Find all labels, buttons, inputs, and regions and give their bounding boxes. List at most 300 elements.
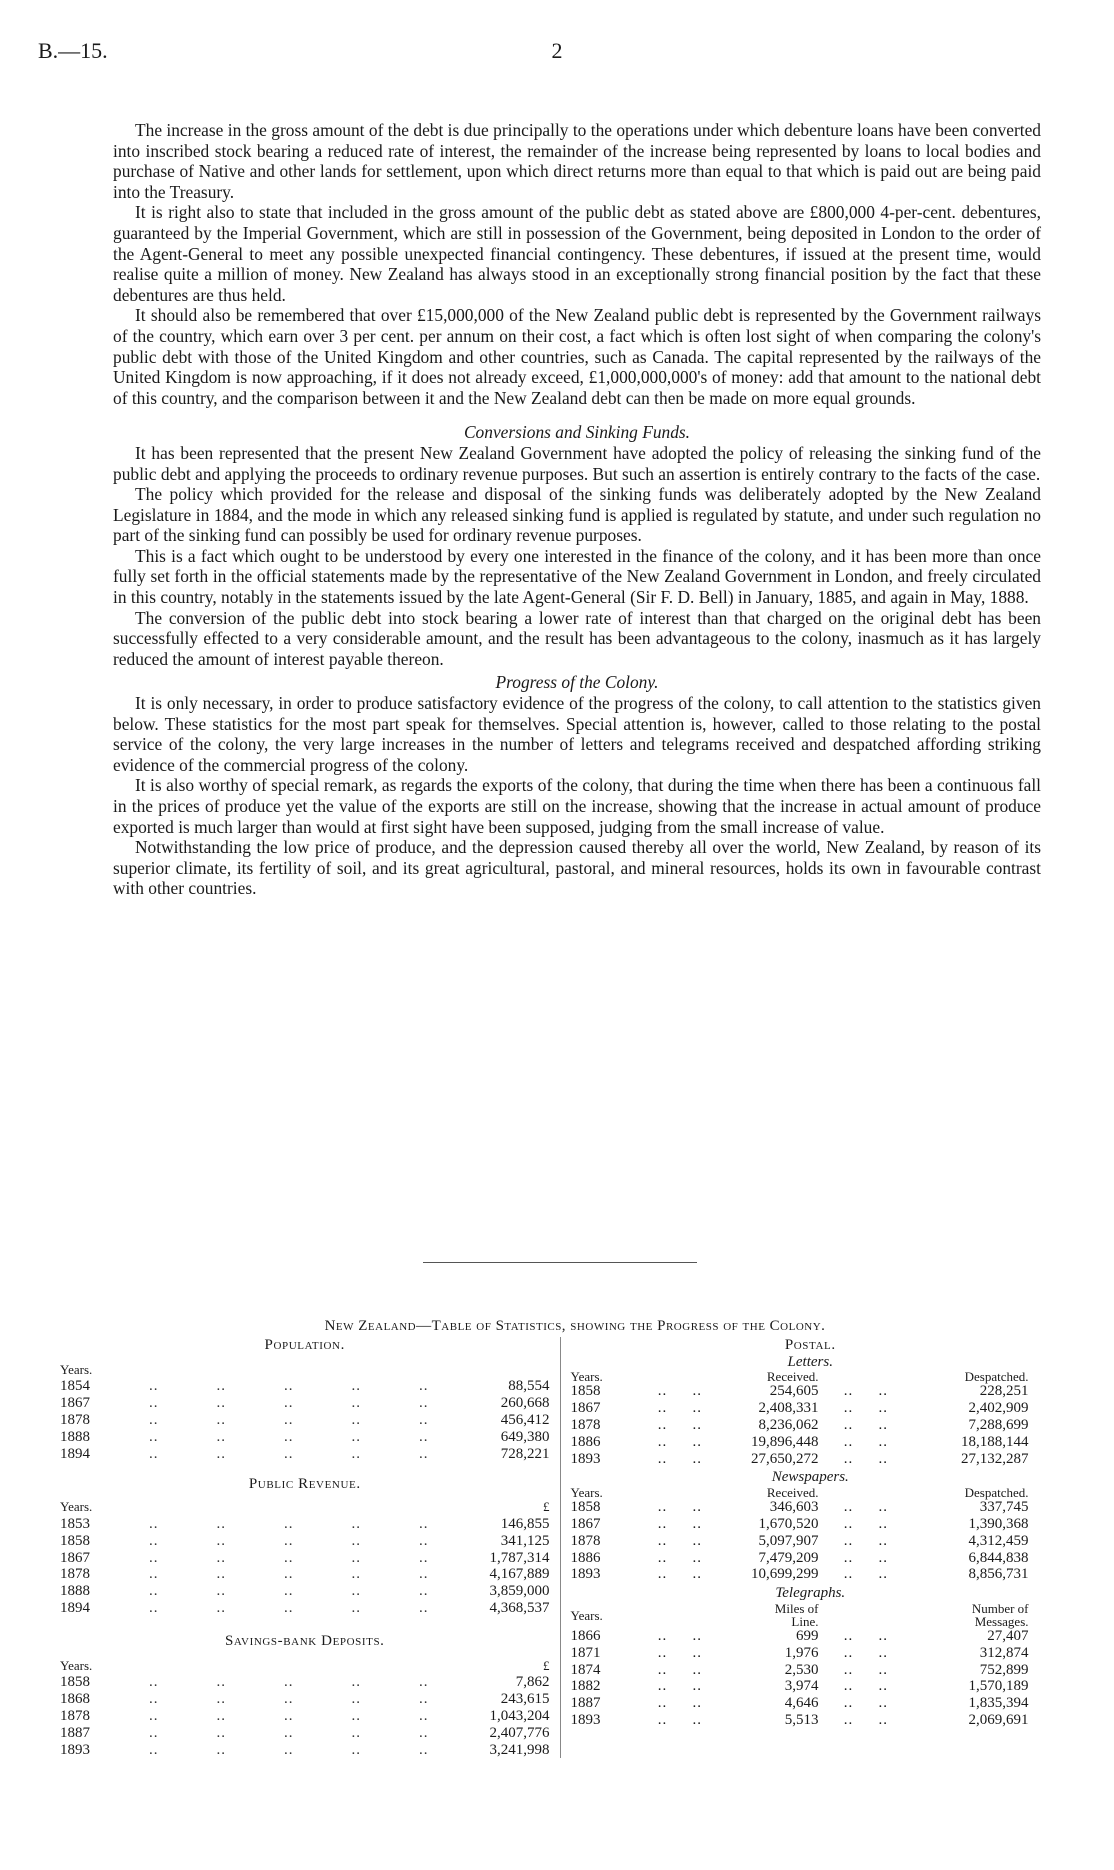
leader-dot: .. [284, 1428, 294, 1445]
newspapers-despatched-label: Despatched. [964, 1485, 1029, 1501]
row-value: 456,412 [500, 1411, 550, 1428]
leader-dot: .. [843, 1695, 854, 1712]
leader-dot: .. [419, 1378, 429, 1395]
leader-dot: .. [351, 1515, 361, 1532]
telegraphs-miles-label-line1: Miles of [774, 1600, 819, 1616]
leader-dots [120, 1674, 458, 1691]
row-value-received: 5,097,907 [758, 1532, 819, 1549]
leader-dots [120, 1691, 458, 1708]
leader-dot: .. [692, 1383, 702, 1400]
leader-dot: .. [657, 1549, 668, 1566]
row-year: 1871 [570, 1644, 601, 1661]
leader-dots [120, 1412, 458, 1429]
table-row [571, 1628, 1051, 1645]
leader-dot: .. [284, 1532, 294, 1549]
row-value-messages: 312,874 [979, 1644, 1029, 1661]
telegraphs-messages-label-line1: Number of [971, 1600, 1029, 1616]
leader-dot: .. [692, 1627, 702, 1644]
leader-dot: .. [216, 1515, 226, 1532]
paragraph: It is only necessary, in order to produce satisfactory evidence of the progress of the colony, to call attention to the statistics given below. These statistics for the most part speak for themselves. Special attention is, however, called to those relating to the postal service of the colony, the very large increases in the number of letters and telegrams received and despatched affording striking evidence of the commercial progress of the colony. [113, 693, 1041, 775]
row-value: 260,668 [500, 1395, 550, 1412]
row-year: 1858 [60, 1674, 90, 1691]
leader-dot: .. [216, 1411, 226, 1428]
row-year: 1858 [570, 1499, 601, 1516]
leader-dot: .. [878, 1383, 888, 1400]
leader-dot: .. [419, 1674, 429, 1691]
leader-dot: .. [149, 1395, 159, 1412]
statistics-table [60, 1318, 1050, 1758]
leader-dot: .. [878, 1499, 888, 1516]
leader-dot: .. [284, 1691, 294, 1708]
public-revenue-unit: £ [543, 1499, 550, 1515]
row-value-messages: 27,407 [987, 1627, 1029, 1644]
telegraphs-years-label: Years. [570, 1607, 603, 1623]
row-value: 649,380 [500, 1428, 550, 1445]
table-row [571, 1499, 1051, 1516]
leader-dot: .. [284, 1724, 294, 1741]
leader-dot: .. [216, 1741, 226, 1758]
row-year: 1886 [570, 1433, 601, 1450]
row-value-received: 254,605 [769, 1383, 819, 1400]
leader-dot: .. [692, 1566, 702, 1583]
leader-dot: .. [657, 1711, 668, 1728]
population-years-label: Years. [60, 1361, 93, 1377]
telegraphs-miles-label-line2: Line. [791, 1613, 819, 1629]
letters-years-label: Years. [570, 1369, 603, 1385]
row-value-messages: 1,835,394 [968, 1695, 1029, 1712]
row-value: 243,615 [500, 1691, 550, 1708]
table-row [571, 1695, 1051, 1712]
population-title: Population. [264, 1336, 345, 1353]
row-value-despatched: 228,251 [979, 1383, 1029, 1400]
leader-dots [120, 1708, 458, 1725]
leader-dot: .. [149, 1411, 159, 1428]
leader-dot: .. [843, 1711, 854, 1728]
leader-dot: .. [284, 1378, 294, 1395]
leader-dot: .. [216, 1691, 226, 1708]
table-row [60, 1600, 550, 1617]
row-value-despatched: 337,745 [979, 1499, 1029, 1516]
section-heading-progress: Progress of the Colony. [495, 672, 659, 693]
leader-dot: .. [216, 1378, 226, 1395]
leader-dot: .. [692, 1499, 702, 1516]
leader-dots [120, 1395, 458, 1412]
leader-dot: .. [284, 1674, 294, 1691]
leader-dot: .. [692, 1711, 702, 1728]
leader-dot: .. [284, 1515, 294, 1532]
row-value-miles: 2,530 [784, 1661, 819, 1678]
leader-dot: .. [149, 1674, 159, 1691]
leader-dot: .. [419, 1566, 429, 1583]
table-row [571, 1400, 1051, 1417]
paragraph: Notwithstanding the low price of produce, and the depression caused thereby all over the world, New Zealand, by reason of its superior climate, its fertility of soil, and its great agricultural, pastoral, and mineral resources, holds its own in favourable contrast with other countries. [113, 837, 1041, 899]
leader-dot: .. [149, 1549, 159, 1566]
leader-dots [120, 1583, 458, 1600]
leader-dot: .. [692, 1515, 702, 1532]
leader-dots [120, 1378, 458, 1395]
paragraph-group-conversions [113, 443, 1041, 670]
row-year: 1878 [60, 1707, 90, 1724]
paragraph: This is a fact which ought to be understood by every one interested in the finance of the colony, and it has been more than once fully set forth in the official statements made by the representative of the New Zealand Government in London, and freely circulated in this country, notably in the statements issued by the late Agent-General (Sir F. D. Bell) in January, 1885, and again in May, 1888. [113, 545, 1041, 608]
public-revenue-title: Public Revenue. [248, 1476, 361, 1493]
leader-dot: .. [657, 1416, 668, 1433]
row-value-received: 8,236,062 [758, 1416, 819, 1433]
leader-dot: .. [351, 1378, 361, 1395]
row-value-despatched: 27,132,287 [961, 1450, 1029, 1467]
leader-dot: .. [284, 1599, 294, 1616]
paragraph: It is right also to state that included in the gross amount of the public debt as stated above are £800,000 4-per-cent. debentures, guaranteed by the Imperial Government, which are still in possession of the Government, being deposited in London to the order of the Agent-General to meet any possible unexpected financial contingency. These debentures, if issued at the present time, would realise quite a million of money. New Zealand has always stood in an exceptionally strong financial position by the fact that these debentures are thus held. [113, 202, 1041, 305]
row-value: 4,368,537 [489, 1599, 550, 1616]
leader-dot: .. [878, 1678, 888, 1695]
leader-dot: .. [878, 1661, 888, 1678]
row-value-miles: 3,974 [784, 1678, 819, 1695]
row-value-despatched: 2,402,909 [968, 1400, 1029, 1417]
row-value: 3,859,000 [489, 1583, 550, 1600]
row-year: 1886 [570, 1549, 601, 1566]
leader-dot: .. [419, 1395, 429, 1412]
leader-dot: .. [843, 1644, 854, 1661]
public-revenue-rows [60, 1516, 550, 1617]
leader-dot: .. [149, 1515, 159, 1532]
row-year: 1893 [570, 1711, 601, 1728]
row-year: 1858 [570, 1383, 601, 1400]
body-text [113, 120, 1041, 899]
leader-dot: .. [878, 1416, 888, 1433]
row-value: 2,407,776 [489, 1724, 550, 1741]
leader-dot: .. [692, 1450, 702, 1467]
leader-dot: .. [878, 1566, 888, 1583]
row-year: 1894 [60, 1599, 90, 1616]
paragraph: It is also worthy of special remark, as regards the exports of the colony, that during the time when there has been a continuous fall in the prices of produce yet the value of the exports are still on the increase, showing that the increase in actual amount of produce exported is much larger than would at first sight have been supposed, judging from the small increase of value. [113, 775, 1041, 837]
leader-dot: .. [843, 1416, 854, 1433]
row-value-received: 27,650,272 [751, 1450, 819, 1467]
row-value: 146,855 [500, 1515, 550, 1532]
leader-dot: .. [843, 1450, 854, 1467]
table-row [571, 1533, 1051, 1550]
leader-dot: .. [216, 1566, 226, 1583]
row-value-messages: 2,069,691 [968, 1711, 1029, 1728]
table-row [571, 1434, 1051, 1451]
leader-dot: .. [843, 1383, 854, 1400]
leader-dots [120, 1566, 458, 1583]
leader-dot: .. [419, 1599, 429, 1616]
table-row [571, 1516, 1051, 1533]
leader-dot: .. [843, 1627, 854, 1644]
row-year: 1867 [570, 1515, 601, 1532]
table-row [571, 1566, 1051, 1583]
leader-dot: .. [878, 1627, 888, 1644]
row-year: 1878 [60, 1566, 90, 1583]
leader-dot: .. [843, 1661, 854, 1678]
leader-dots [120, 1446, 458, 1463]
row-year: 1866 [570, 1627, 601, 1644]
leader-dot: .. [419, 1583, 429, 1600]
row-value-received: 10,699,299 [751, 1566, 819, 1583]
row-value-messages: 1,570,189 [968, 1678, 1029, 1695]
table-row [571, 1712, 1051, 1729]
savings-bank-title: Savings-bank Deposits. [224, 1632, 385, 1649]
row-year: 1874 [570, 1661, 601, 1678]
savings-bank-rows [60, 1674, 550, 1758]
row-value-received: 19,896,448 [751, 1433, 819, 1450]
leader-dot: .. [878, 1400, 888, 1417]
public-revenue-years-label: Years. [60, 1499, 93, 1515]
leader-dot: .. [657, 1515, 668, 1532]
leader-dot: .. [351, 1566, 361, 1583]
leader-dot: .. [843, 1566, 854, 1583]
table-row [571, 1645, 1051, 1662]
leader-dot: .. [351, 1724, 361, 1741]
leader-dot: .. [216, 1674, 226, 1691]
row-value-despatched: 6,844,838 [968, 1549, 1029, 1566]
row-year: 1867 [570, 1400, 601, 1417]
table-row [571, 1451, 1051, 1468]
leader-dot: .. [419, 1515, 429, 1532]
leader-dot: .. [149, 1428, 159, 1445]
leader-dot: .. [149, 1378, 159, 1395]
leader-dot: .. [284, 1583, 294, 1600]
row-value-despatched: 18,188,144 [961, 1433, 1029, 1450]
leader-dot: .. [843, 1678, 854, 1695]
row-value: 3,241,998 [489, 1741, 550, 1758]
row-year: 1893 [570, 1450, 601, 1467]
row-year: 1887 [570, 1695, 601, 1712]
leader-dot: .. [351, 1707, 361, 1724]
leader-dot: .. [351, 1411, 361, 1428]
row-value: 728,221 [500, 1445, 550, 1462]
leader-dot: .. [351, 1583, 361, 1600]
table-row [60, 1395, 550, 1412]
table-row [571, 1678, 1051, 1695]
telegraphs-rows [571, 1628, 1051, 1729]
leader-dot: .. [692, 1400, 702, 1417]
row-value-received: 1,670,520 [758, 1515, 819, 1532]
document-reference: B.—15. [38, 38, 108, 63]
leader-dot: .. [351, 1395, 361, 1412]
leader-dot: .. [351, 1549, 361, 1566]
leader-dot: .. [216, 1395, 226, 1412]
leader-dot: .. [843, 1499, 854, 1516]
section-divider [423, 1262, 697, 1263]
leader-dot: .. [216, 1532, 226, 1549]
leader-dot: .. [284, 1395, 294, 1412]
leader-dot: .. [657, 1450, 668, 1467]
row-value-miles: 4,646 [784, 1695, 819, 1712]
leader-dot: .. [692, 1644, 702, 1661]
leader-dot: .. [843, 1515, 854, 1532]
table-row [571, 1417, 1051, 1434]
savings-bank-years-label: Years. [60, 1657, 93, 1673]
row-value-despatched: 7,288,699 [968, 1416, 1029, 1433]
row-year: 1893 [60, 1741, 90, 1758]
row-year: 1868 [60, 1691, 90, 1708]
leader-dot: .. [657, 1695, 668, 1712]
row-year: 1878 [60, 1411, 90, 1428]
table-row [60, 1674, 550, 1691]
leader-dot: .. [216, 1445, 226, 1462]
leader-dots [120, 1429, 458, 1446]
table-row [60, 1583, 550, 1600]
table-row [60, 1429, 550, 1446]
leader-dot: .. [878, 1549, 888, 1566]
row-value-messages: 752,899 [979, 1661, 1029, 1678]
table-row [60, 1412, 550, 1429]
leader-dot: .. [149, 1741, 159, 1758]
newspapers-received-label: Received. [766, 1485, 819, 1501]
row-value-received: 2,408,331 [758, 1400, 819, 1417]
row-year: 1878 [570, 1532, 601, 1549]
leader-dot: .. [878, 1433, 888, 1450]
statistics-table-title: New Zealand—Table of Statistics, showing the Progress of the Colony. [324, 1318, 826, 1334]
table-row [60, 1566, 550, 1583]
paragraph-group-progress [113, 693, 1041, 899]
leader-dot: .. [351, 1532, 361, 1549]
letters-despatched-label: Despatched. [964, 1369, 1029, 1385]
leader-dot: .. [149, 1445, 159, 1462]
table-row [60, 1725, 550, 1742]
leader-dot: .. [216, 1428, 226, 1445]
leader-dot: .. [657, 1566, 668, 1583]
leader-dot: .. [284, 1411, 294, 1428]
row-value-despatched: 1,390,368 [968, 1515, 1029, 1532]
leader-dot: .. [657, 1627, 668, 1644]
leader-dot: .. [657, 1644, 668, 1661]
leader-dots [120, 1516, 458, 1533]
leader-dot: .. [149, 1707, 159, 1724]
leader-dot: .. [878, 1644, 888, 1661]
row-value: 4,167,889 [489, 1566, 550, 1583]
row-year: 1853 [60, 1515, 90, 1532]
table-row [60, 1533, 550, 1550]
leader-dot: .. [878, 1450, 888, 1467]
leader-dot: .. [419, 1428, 429, 1445]
postal-title: Postal. [784, 1336, 836, 1353]
row-year: 1878 [570, 1416, 601, 1433]
leader-dot: .. [419, 1411, 429, 1428]
leader-dot: .. [878, 1695, 888, 1712]
leader-dot: .. [692, 1661, 702, 1678]
table-row [60, 1516, 550, 1533]
table-row [60, 1446, 550, 1463]
leader-dots [120, 1742, 458, 1759]
row-value-miles: 5,513 [784, 1711, 819, 1728]
savings-bank-unit: £ [543, 1657, 550, 1673]
row-value-miles: 1,976 [784, 1644, 819, 1661]
paragraph: The policy which provided for the release and disposal of the sinking funds was deliberately adopted by the New Zealand Legislature in 1884, and the mode in which any released sinking fund is applied is regulated by statute, and under such regulation no part of the sinking fund can possibly be used for ordinary revenue purposes. [113, 484, 1041, 546]
leader-dot: .. [419, 1532, 429, 1549]
leader-dot: .. [657, 1661, 668, 1678]
newspapers-rows [571, 1499, 1051, 1583]
letters-title: Letters. [787, 1353, 833, 1370]
leader-dot: .. [216, 1583, 226, 1600]
leader-dot: .. [284, 1445, 294, 1462]
paragraph: It should also be remembered that over £15,000,000 of the New Zealand public debt is represented by the Government railways of the country, which earn over 3 per cent. per annum on their cost, a fact which is often lost sight of when comparing the colony's public debt with those of the United Kingdom and other countries, such as Canada. The capital represented by the railways of the United Kingdom is now approaching, if it does not already exceed, £1,000,000,000's of money: add that amount to the national debt of this country, and the comparison between it and the New Zealand debt can then be made on more equal grounds. [113, 305, 1041, 408]
leader-dot: .. [657, 1400, 668, 1417]
row-year: 1887 [60, 1724, 90, 1741]
leader-dots [120, 1600, 458, 1617]
leader-dot: .. [284, 1741, 294, 1758]
table-row [60, 1742, 550, 1759]
leader-dot: .. [843, 1400, 854, 1417]
leader-dot: .. [284, 1549, 294, 1566]
leader-dot: .. [692, 1416, 702, 1433]
row-value-received: 346,603 [769, 1499, 819, 1516]
leader-dot: .. [692, 1695, 702, 1712]
table-row [571, 1662, 1051, 1679]
leader-dot: .. [216, 1724, 226, 1741]
leader-dot: .. [351, 1428, 361, 1445]
leader-dot: .. [149, 1532, 159, 1549]
letters-received-label: Received. [766, 1369, 819, 1385]
row-value-despatched: 8,856,731 [968, 1566, 1029, 1583]
row-year: 1882 [570, 1678, 601, 1695]
table-row [60, 1691, 550, 1708]
leader-dot: .. [419, 1707, 429, 1724]
leader-dot: .. [149, 1599, 159, 1616]
leader-dot: .. [843, 1532, 854, 1549]
row-year: 1888 [60, 1583, 90, 1600]
leader-dot: .. [657, 1383, 668, 1400]
paragraph: The conversion of the public debt into stock bearing a lower rate of interest than that charged on the original debt has been successfully effected to a very considerable amount, and the result has been advantageous to the colony, inasmuch as it has largely reduced the amount of interest payable thereon. [113, 607, 1041, 669]
row-value: 341,125 [500, 1532, 550, 1549]
row-value: 88,554 [508, 1378, 550, 1395]
row-value: 1,043,204 [489, 1707, 550, 1724]
page-header [38, 38, 1076, 68]
leader-dot: .. [149, 1566, 159, 1583]
leader-dot: .. [419, 1445, 429, 1462]
leader-dots [120, 1533, 458, 1550]
telegraphs-messages-label-line2: Messages. [974, 1613, 1029, 1629]
leader-dot: .. [216, 1707, 226, 1724]
leader-dots [120, 1550, 458, 1567]
leader-dot: .. [878, 1532, 888, 1549]
leader-dot: .. [419, 1691, 429, 1708]
leader-dot: .. [351, 1691, 361, 1708]
leader-dot: .. [843, 1549, 854, 1566]
leader-dot: .. [692, 1433, 702, 1450]
row-value: 7,862 [515, 1674, 550, 1691]
row-value-despatched: 4,312,459 [968, 1532, 1029, 1549]
table-row [60, 1550, 550, 1567]
leader-dot: .. [419, 1741, 429, 1758]
page-number: 2 [551, 38, 563, 63]
leader-dot: .. [149, 1724, 159, 1741]
leader-dot: .. [351, 1445, 361, 1462]
paragraph: It has been represented that the present New Zealand Government have adopted the policy of releasing the sinking fund of the public debt and applying the proceeds to ordinary revenue purposes. But such an assertion is entirely contrary to the facts of the case. [113, 442, 1041, 484]
row-year: 1867 [60, 1549, 90, 1566]
leader-dots [120, 1725, 458, 1742]
leader-dot: .. [284, 1566, 294, 1583]
leader-dot: .. [149, 1691, 159, 1708]
leader-dot: .. [657, 1499, 668, 1516]
leader-dot: .. [692, 1678, 702, 1695]
row-year: 1858 [60, 1532, 90, 1549]
leader-dot: .. [419, 1549, 429, 1566]
population-rows [60, 1378, 550, 1462]
section-heading-conversions: Conversions and Sinking Funds. [463, 422, 691, 443]
leader-dot: .. [216, 1549, 226, 1566]
leader-dot: .. [351, 1599, 361, 1616]
leader-dot: .. [657, 1532, 668, 1549]
row-year: 1893 [570, 1566, 601, 1583]
leader-dot: .. [149, 1583, 159, 1600]
leader-dot: .. [692, 1532, 702, 1549]
statistics-right-column [560, 1337, 1051, 1759]
table-row [60, 1708, 550, 1725]
row-value-received: 7,479,209 [758, 1549, 819, 1566]
letters-rows [571, 1383, 1051, 1467]
newspapers-title: Newspapers. [771, 1469, 849, 1486]
